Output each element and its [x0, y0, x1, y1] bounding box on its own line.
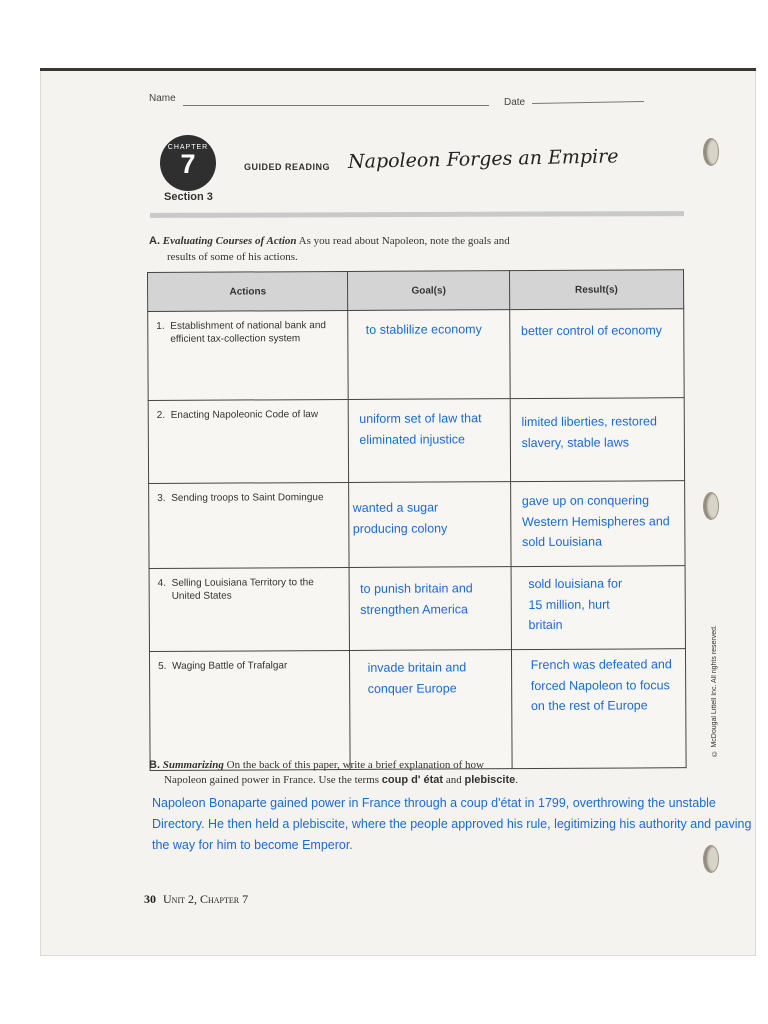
part-a-text-line1: As you read about Napoleon, note the goals and: [298, 235, 510, 247]
goal-answer: invade britain and conquer Europe: [367, 660, 467, 696]
action-cell: [149, 567, 350, 651]
part-b-letter: B.: [149, 759, 160, 771]
goal-answer: wanted a sugar producing colony: [352, 500, 448, 536]
part-b-text1: On the back of this paper, write a brief explanation of how: [226, 759, 485, 771]
guided-reading-label: GUIDED READING: [244, 162, 331, 172]
part-b-and: and: [445, 774, 462, 786]
action-cell: [148, 399, 349, 483]
row-number: 4.: [157, 577, 167, 589]
result-answer: limited liberties, restored slavery, stable laws: [521, 414, 657, 450]
row-number: 2.: [156, 409, 166, 421]
result-cell[interactable]: [510, 481, 685, 567]
part-b-instruction-line2: [164, 774, 518, 786]
table-row: [148, 398, 684, 484]
part-a-text-line2: results of some of his actions.: [167, 251, 298, 263]
term-coup-detat: coup d' état: [381, 774, 444, 786]
column-header-goals: Goal(s): [348, 271, 509, 311]
part-a-instruction: [149, 235, 510, 247]
part-a-heading: Evaluating Courses of Action: [162, 235, 297, 247]
action-text: Sending troops to Saint Domingue: [171, 492, 324, 504]
action-cell: [149, 482, 350, 568]
copyright-notice: © McDougal Littell Inc. All rights reserved.: [711, 625, 718, 757]
result-answer: better control of economy: [520, 323, 663, 339]
row-number: 5.: [158, 660, 167, 672]
action-text: Enacting Napoleonic Code of law: [170, 409, 319, 421]
goal-answer: to stablilize economy: [365, 322, 482, 337]
row-number: 1.: [156, 320, 165, 332]
name-label: Name: [149, 93, 176, 104]
result-cell[interactable]: [509, 309, 684, 399]
row-number: 3.: [157, 492, 166, 504]
column-header-actions: Actions: [148, 271, 349, 311]
part-b-period: .: [515, 774, 518, 786]
result-answer: sold louisiana for 15 million, hurt britain: [528, 576, 623, 633]
action-text: Waging Battle of Trafalgar: [172, 660, 288, 672]
goal-cell[interactable]: [348, 310, 510, 400]
part-b-text2: Napoleon gained power in France. Use the terms: [164, 774, 380, 786]
table-row: [149, 649, 686, 771]
actions-goals-results-table: [147, 269, 687, 771]
table-header-row: [148, 270, 684, 312]
term-plebiscite: plebiscite: [464, 774, 516, 786]
result-answer: gave up on conquering Western Hemispheres and sold Louisiana: [521, 493, 670, 550]
part-b-answer[interactable]: Napoleon Bonaparte gained power in France through a coup d'état in 1799, overthrowing the unstable Directory. He then held a plebiscite, where the people approved his rule, legitimizing his authority and paving the way for him to become Emperor.: [152, 796, 752, 852]
page-number: 30: [144, 892, 156, 906]
part-b-instruction: [149, 759, 484, 771]
result-answer: French was defeated and forced Napoleon to focus on the rest of Europe: [530, 657, 672, 713]
binder-hole: [703, 492, 719, 520]
action-cell: [148, 310, 349, 400]
table-row: [148, 309, 684, 401]
table-row: [149, 566, 685, 652]
goal-cell[interactable]: [349, 399, 511, 483]
part-b-heading: Summarizing: [162, 759, 224, 771]
section-label: Section 3: [164, 191, 213, 203]
result-cell[interactable]: [510, 398, 685, 482]
goal-answer: to punish britain and strengthen America: [360, 581, 473, 617]
action-text: Establishment of national bank and efficient tax-collection system: [170, 320, 326, 345]
page-title: Napoleon Forges an Empire: [347, 145, 619, 173]
result-cell[interactable]: [511, 566, 686, 650]
column-header-results: Result(s): [509, 270, 684, 310]
name-field-line: [183, 105, 489, 106]
unit-chapter-label: Unit 2, Chapter 7: [163, 892, 249, 906]
page-footer: [144, 892, 248, 907]
chapter-word: CHAPTER: [167, 144, 209, 151]
action-cell: [149, 650, 350, 770]
result-cell[interactable]: [511, 649, 686, 769]
part-a-letter: A.: [149, 235, 160, 247]
page-top-edge: [40, 68, 756, 71]
table-row: [149, 481, 685, 569]
date-label: Date: [504, 97, 526, 108]
chapter-badge: [160, 135, 216, 191]
goal-cell[interactable]: [350, 567, 512, 651]
goal-cell[interactable]: [350, 650, 512, 770]
action-text: Selling Louisiana Territory to the United States: [171, 577, 314, 602]
goal-answer: uniform set of law that eliminated injustice: [359, 411, 482, 447]
chapter-number: 7: [180, 149, 196, 179]
binder-hole: [703, 138, 719, 166]
goal-cell[interactable]: [349, 482, 511, 568]
